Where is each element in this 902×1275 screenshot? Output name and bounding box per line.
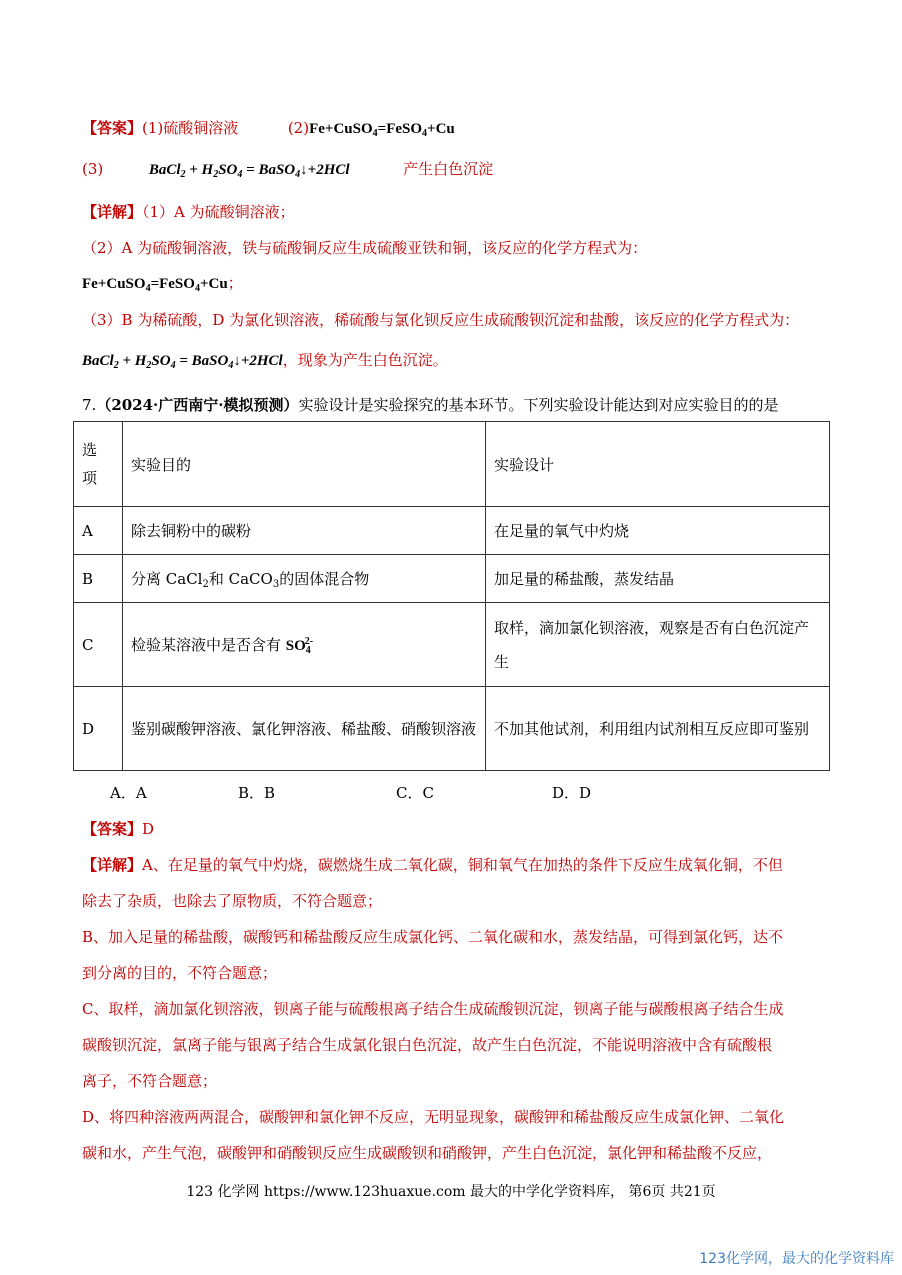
detail-line-5: BaCl$_2$ + $H_2SO_4$ = BaSO$_4$↓+2HCl，现象为产生白色沉淀。	[82, 351, 448, 371]
answer-line-1	[82, 117, 455, 139]
table-row	[74, 555, 830, 603]
detail-line-3: Fe+CuSO$_4$=FeSO$_4$+Cu；	[82, 274, 243, 294]
row-goal: 鉴别碳酸钾溶液、氯化钾溶液、稀盐酸、硝酸钡溶液	[123, 687, 486, 771]
detail-line-2: （2）A 为硫酸铜溶液，铁与硫酸铜反应生成硫酸亚铁和铜，该反应的化学方程式为：	[82, 239, 648, 257]
header-design: 实验设计	[486, 422, 830, 507]
answer-2: 【答案】D	[82, 820, 155, 838]
row-goal: 检验某溶液中是否含有 $SO_4^{2-}$	[123, 603, 486, 687]
answer-tag: 【答案】	[82, 119, 143, 137]
detail-line-1: 【详解】（1）A 为硫酸铜溶液；	[82, 203, 295, 221]
option-a[interactable]: A．A	[110, 784, 147, 802]
question-7	[82, 394, 779, 415]
row-design: 在足量的氧气中灼烧	[486, 507, 830, 555]
row-design: 不加其他试剂，利用组内试剂相互反应即可鉴别	[486, 687, 830, 771]
answer-part-3-formula: BaCl$_2$ + $H_2SO_4$ = BaSO$_4$↓+2HCl	[148, 162, 350, 180]
row-option: B	[74, 555, 123, 603]
experiment-table	[73, 421, 830, 771]
detail2-line-b2: 到分离的目的，不符合题意；	[82, 964, 278, 982]
detail2-line-d2: 碳和水，产生气泡，碳酸钾和硝酸钡反应生成碳酸钡和硝酸钾，产生白色沉淀，氯化钾和稀盐酸不反应，	[82, 1144, 773, 1162]
detail-formula-1: Fe+CuSO$_4$=FeSO$_4$+Cu	[82, 276, 228, 294]
header-option: 选 项	[74, 422, 123, 507]
table-row	[74, 603, 830, 687]
answer-part-3-prefix: (3)	[82, 160, 104, 178]
detail2-line-c3: 离子，不符合题意；	[82, 1072, 218, 1090]
header-goal: 实验目的	[123, 422, 486, 507]
detail-formula-2: BaCl$_2$ + $H_2SO_4$ = BaSO$_4$↓+2HCl	[82, 353, 283, 371]
row-goal: 除去铜粉中的碳粉	[123, 507, 486, 555]
row-option: D	[74, 687, 123, 771]
detail2-line-a2: 除去了杂质，也除去了原物质，不符合题意；	[82, 892, 383, 910]
row-design: 加足量的稀盐酸，蒸发结晶	[486, 555, 830, 603]
detail-line-4: （3）B 为稀硫酸，D 为氯化钡溶液，稀硫酸与氯化钡反应生成硫酸钡沉淀和盐酸，该反应的化学方程式为：	[82, 311, 800, 329]
detail2-line-d1: D、将四种溶液两两混合，碳酸钾和氯化钾不反应，无明显现象，碳酸钾和稀盐酸反应生成氯化钾、二氧化	[82, 1108, 785, 1126]
question-stem: 实验设计是实验探究的基本环节。下列实验设计能达到对应实验目的的是	[298, 396, 779, 414]
answer-part-3-text: 产生白色沉淀	[403, 160, 494, 178]
option-d[interactable]: D．D	[552, 784, 592, 802]
table-row	[74, 687, 830, 771]
table-header-row	[74, 422, 830, 507]
detail2-line-a1: 【详解】A、在足量的氧气中灼烧，碳燃烧生成二氧化碳，铜和氧气在加热的条件下反应生成氧化铜，不但	[82, 856, 783, 874]
option-c[interactable]: C．C	[396, 784, 434, 802]
watermark: 123化学网，最大的化学资料库	[699, 1251, 894, 1267]
row-goal: 分离 CaCl$_2$和 CaCO$_3$的固体混合物	[123, 555, 486, 603]
detail2-line-c1: C、取样，滴加氯化钡溶液，钡离子能与硫酸根离子结合生成硫酸钡沉淀，钡离子能与碳酸根离子结合生成	[82, 1000, 784, 1018]
option-b[interactable]: B．B	[238, 784, 276, 802]
row-design: 取样，滴加氯化钡溶液，观察是否有白色沉淀产生	[486, 603, 830, 687]
table-row	[74, 507, 830, 555]
question-source: （2024·广西南宁·模拟预测）	[96, 396, 299, 414]
detail2-line-c2: 碳酸钡沉淀，氯离子能与银离子结合生成氯化银白色沉淀，故产生白色沉淀，不能说明溶液中含有硫酸根	[82, 1036, 773, 1054]
page-footer: 123 化学网 https://www.123huaxue.com 最大的中学化学资料库， 第6页 共21页	[186, 1184, 716, 1200]
answer-line-2	[82, 158, 493, 180]
detail2-line-b1: B、加入足量的稀盐酸，碳酸钙和稀盐酸反应生成氯化钙、二氧化碳和水，蒸发结晶，可得到氯化钙，达不	[82, 928, 784, 946]
row-option: C	[74, 603, 123, 687]
row-option: A	[74, 507, 123, 555]
answer-part-1: (1)硫酸铜溶液	[142, 119, 239, 137]
sulfate-ion: $SO_4^{2-}$	[285, 635, 314, 656]
question-number: 7.	[82, 396, 97, 414]
answer-part-2-prefix: (2)	[287, 119, 310, 137]
answer-part-2-formula: Fe+CuSO$_4$=FeSO$_4$+Cu	[309, 121, 455, 139]
